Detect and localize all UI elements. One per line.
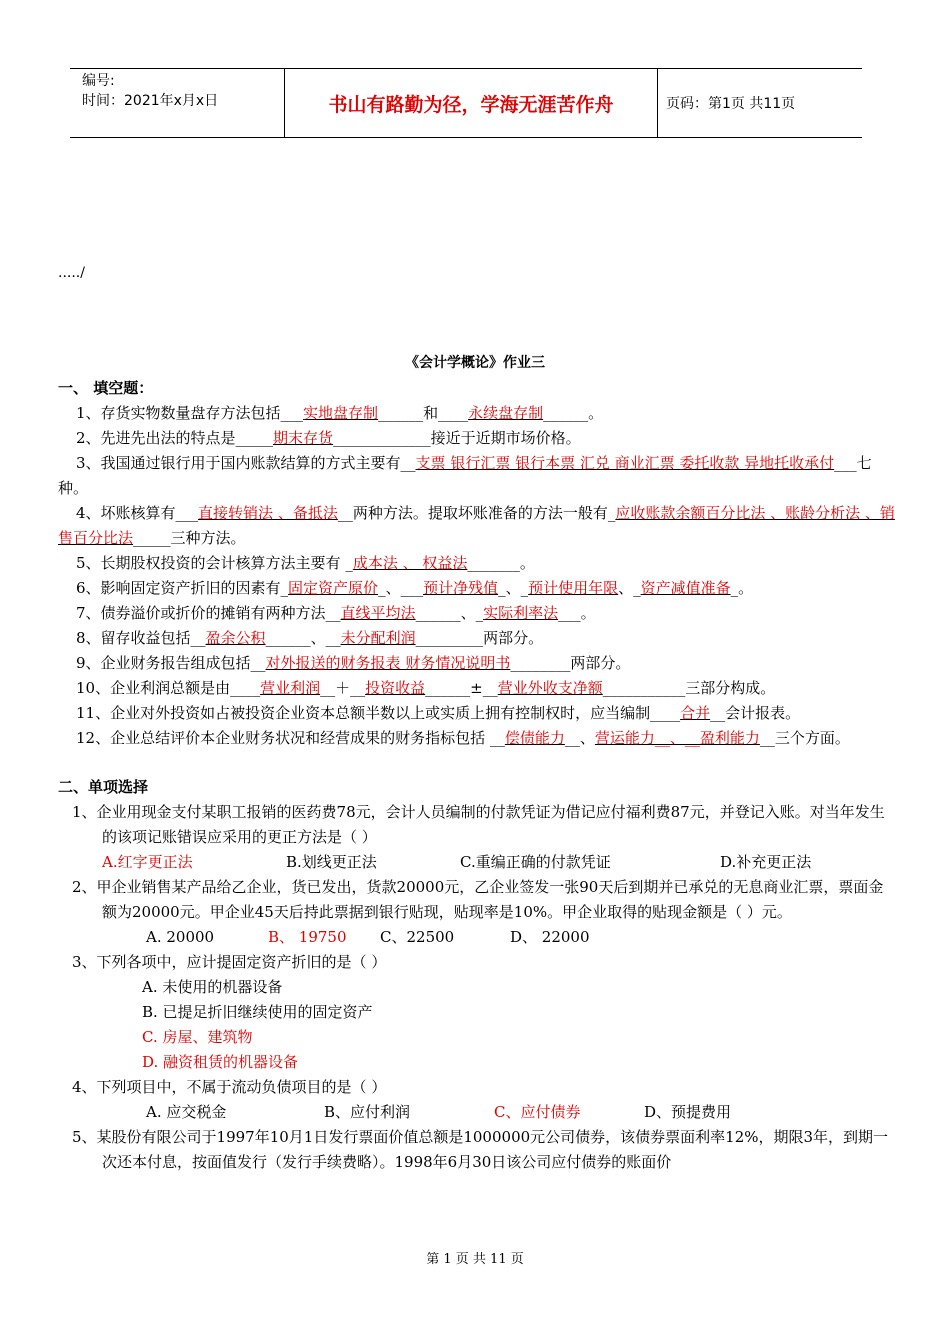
fill-q4: 4、坏账核算有___直接转销法 、备抵法__两种方法。提取坏账准备的方法一般有_应收账款余额百分比法 、账龄分析法 、销售百分比法_____三种方法。 (58, 504, 895, 547)
fill-q7: 7、债券溢价或折价的摊销有两种方法__直线平均法______、_实际利率法___。 (76, 604, 596, 622)
page-header (70, 68, 862, 138)
answer: 直接转销法 、备抵法 (198, 504, 338, 522)
mc-q4-stem: 4、下列项目中，不属于流动负债项目的是（ ） (72, 1078, 387, 1096)
section-heading-mc: 二、单项选择 (58, 778, 149, 796)
mc-q2-stem: 2、甲企业销售某产品给乙企业，货已发出，货款20000元，乙企业签发一张90天后到期并已承兑的无息商业汇票，票面金额为20000元。甲企业45天后持此票据到银行贴现，贴现率是10%。甲企业取得的贴现金额是（ ）元。 (72, 878, 884, 921)
fill-q10: 10、企业利润总额是由____营业利润__＋__投资收益______±__营业外收支净额___________三部分构成。 (76, 679, 776, 697)
option-c: C、22500 (380, 928, 455, 946)
answer: 实地盘存制 (303, 404, 379, 422)
number-label: 编号: (82, 73, 115, 89)
fill-q11: 11、企业对外投资如占被投资企业资本总额半数以上或实质上拥有控制权时，应当编制____合并__会计报表。 (76, 704, 801, 722)
page-info: 页码：第1页 共11页 (666, 96, 796, 112)
option-a: A.红字更正法 (102, 853, 193, 871)
fill-q1: 1、存货实物数量盘存方法包括___实地盘存制______和____永续盘存制______。 (76, 404, 604, 422)
motto: 书山有路勤为径，学海无涯苦作舟 (285, 69, 658, 137)
option-a: A. 20000 (146, 928, 215, 946)
option-b: B. 已提足折旧继续使用的固定资产 (142, 1003, 373, 1021)
answer: 对外报送的财务报表 财务情况说明书 (265, 654, 511, 672)
fill-q8: 8、留存收益包括__盈余公积______、__未分配利润_________两部分。 (76, 629, 544, 647)
answer: 未分配利润 (340, 629, 416, 647)
time-label: 时间：2021年x月x日 (82, 93, 219, 109)
document-body (58, 376, 898, 1175)
answer: 应收账款余额百分比法 、账龄分析法 、销售百分比法 (58, 504, 895, 547)
option-c: C、应付债券 (494, 1103, 581, 1121)
option-d: D、预提费用 (644, 1103, 732, 1121)
answer: 实际利率法 (483, 604, 559, 622)
option-c: C. 房屋、建筑物 (142, 1028, 253, 1046)
mc-q3-stem: 3、下列各项中，应计提固定资产折旧的是（ ） (72, 953, 387, 971)
fill-q5: 5、长期股权投资的会计核算方法主要有 _成本法 、 权益法_______。 (76, 554, 535, 572)
answer: 营运能力__、__盈利能力 (594, 729, 760, 747)
option-a: A. 未使用的机器设备 (142, 978, 283, 996)
answer: 直线平均法 (340, 604, 416, 622)
option-b: B、应付利润 (324, 1103, 411, 1121)
answer: 支票 银行汇票 银行本票 汇兑 商业汇票 委托收款 异地托收承付 (415, 454, 835, 472)
option-d: D. 融资租赁的机器设备 (142, 1053, 299, 1071)
mc-q1-options (58, 850, 898, 875)
answer: 合并 (680, 704, 711, 722)
fill-q2: 2、先进先出法的特点是_____期末存货_____________接近于近期市场价格。 (76, 429, 581, 447)
answer: 期末存货 (273, 429, 334, 447)
spacer (58, 751, 898, 775)
mc-q2-options (58, 925, 898, 950)
answer: 营业利润 (260, 679, 321, 697)
fill-q3: 3、我国通过银行用于国内账款结算的方式主要有__支票 银行汇票 银行本票 汇兑 商业汇票 委托收款 异地托收承付___七种。 (58, 454, 872, 497)
page-footer: 第 1 页 共 11 页 (426, 1252, 524, 1267)
ellipsis-mark: ...../ (58, 265, 85, 281)
answer: 盈余公积 (205, 629, 266, 647)
answer: 投资收益 (365, 679, 426, 697)
option-d: D.补充更正法 (720, 853, 812, 871)
option-d: D、 22000 (510, 928, 590, 946)
fill-q12: 12、企业总结评价本企业财务状况和经营成果的财务指标包括 __偿债能力__、营运能力__、__盈利能力__三个方面。 (76, 729, 850, 747)
mc-q1-stem: 1、企业用现金支付某职工报销的医药费78元，会计人员编制的付款凭证为借记应付福利费87元，并登记入账。对当年发生的该项记账错误应采用的更正方法是（ ） (72, 803, 885, 846)
option-c: C.重编正确的付款凭证 (460, 853, 611, 871)
option-b: B、 19750 (268, 928, 347, 946)
fill-q6: 6、影响固定资产折旧的因素有_固定资产原价_、___预计净残值_、_预计使用年限、_资产减值准备_。 (76, 579, 754, 597)
mc-q4-options (58, 1100, 898, 1125)
answer: 预计净残值 (423, 579, 499, 597)
answer: 永续盘存制 (468, 404, 544, 422)
header-meta (70, 69, 285, 137)
section-heading-fill: 一、 填空题： (58, 379, 154, 397)
answer: 固定资产原价 (288, 579, 379, 597)
fill-q9: 9、企业财务报告组成包括__对外报送的财务报表 财务情况说明书________两部分。 (76, 654, 631, 672)
mc-q5-stem: 5、某股份有限公司于1997年10月1日发行票面价值总额是1000000元公司债券，该债券票面利率12%，期限3年，到期一次还本付息，按面值发行（发行手续费略）。1998年6月30日该公司应付债券的账面价 (72, 1128, 889, 1171)
option-a: A. 应交税金 (146, 1103, 227, 1121)
option-b: B.划线更正法 (286, 853, 377, 871)
answer: 偿债能力 (504, 729, 565, 747)
answer: 成本法 、 权益法 (352, 554, 468, 572)
answer: 营业外收支净额 (497, 679, 603, 697)
answer: 预计使用年限 (528, 579, 619, 597)
answer: 资产减值准备 (640, 579, 731, 597)
doc-title: 《会计学概论》作业三 (405, 355, 545, 371)
